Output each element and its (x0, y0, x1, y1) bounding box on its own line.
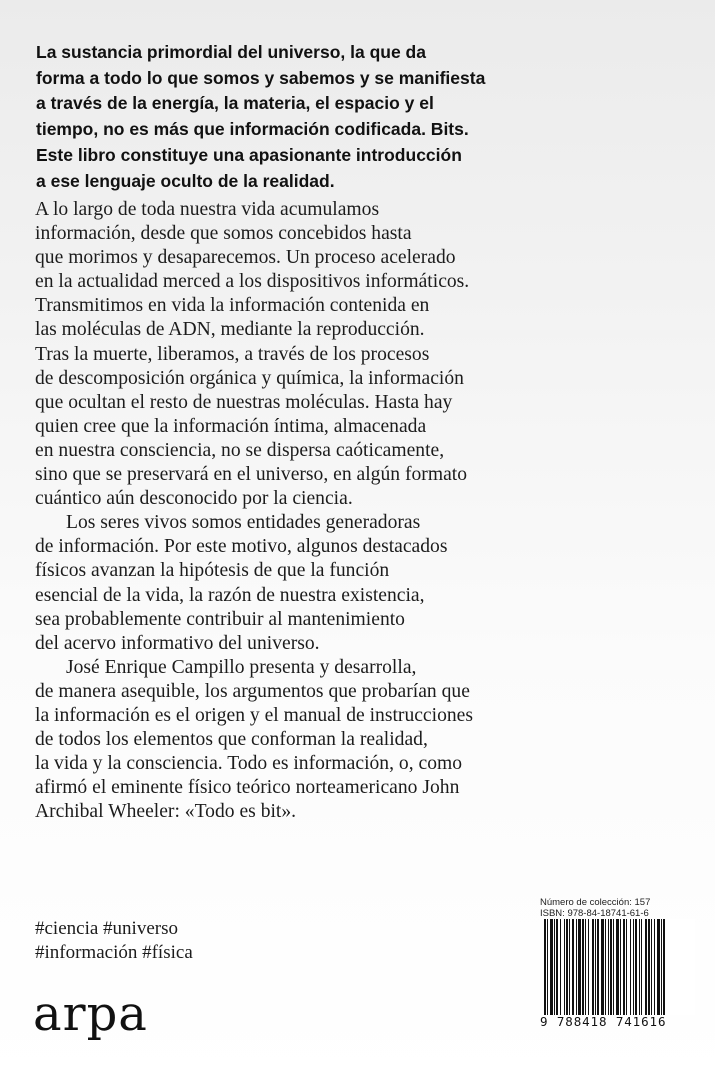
barcode-bar (608, 919, 609, 1015)
body-line: la vida y la consciencia. Todo es información, o, como (35, 753, 463, 775)
body-line: afirmó el eminente físico teórico norteamericano John (35, 777, 460, 799)
barcode-digits: 9 788418 741616 (540, 1014, 667, 1029)
barcode-bar (578, 919, 581, 1015)
body-line: Tras la muerte, liberamos, a través de los procesos (35, 343, 430, 365)
barcode-bar (623, 919, 625, 1015)
body-line: la información es el origen y el manual de instrucciones (35, 704, 473, 726)
hashtag-line: #ciencia #universo (35, 918, 178, 939)
barcode-bar (595, 919, 596, 1015)
barcode-bar (654, 919, 655, 1015)
body-line: Archibal Wheeler: «Todo es bit». (35, 801, 297, 823)
barcode-bar (648, 919, 650, 1015)
barcode-icon (540, 919, 695, 1015)
body-line: físicos avanzan la hipótesis de que la función (35, 560, 390, 582)
barcode-bar (651, 919, 652, 1015)
description-text (35, 198, 515, 824)
body-line: que ocultan el resto de nuestras moléculas. Hasta hay (35, 391, 453, 413)
body-line: de información. Por este motivo, algunos destacados (35, 536, 448, 558)
barcode-bar (616, 919, 619, 1015)
body-line: del acervo informativo del universo. (35, 632, 320, 654)
barcode-bar (564, 919, 565, 1015)
barcode-bar (645, 919, 647, 1015)
body-line: cuántico aún desconocido por la ciencia. (35, 488, 353, 510)
barcode-bar (630, 919, 631, 1015)
barcode-bar (626, 919, 627, 1015)
barcode-bar (576, 919, 577, 1015)
blurb-line: a través de la energía, la materia, el espacio y el (36, 93, 434, 114)
barcode-bar (605, 919, 606, 1015)
barcode-bar (641, 919, 642, 1015)
barcode-bar (661, 919, 662, 1015)
barcode-bar (554, 919, 555, 1015)
barcode-bar (610, 919, 612, 1015)
barcode-bar (633, 919, 634, 1015)
body-line: A lo largo de toda nuestra vida acumulamos (35, 199, 380, 220)
body-line: sea probablemente contribuir al mantenimiento (35, 608, 405, 630)
publisher-logo: arpa (33, 986, 148, 1042)
barcode-bar (601, 919, 604, 1015)
barcode-bar (613, 919, 614, 1015)
blurb-line: tiempo, no es más que información codificada. Bits. (36, 119, 469, 140)
body-line: de manera asequible, los argumentos que probarían que (35, 680, 470, 702)
barcode-bar (544, 919, 546, 1015)
body-line: en nuestra consciencia, no se dispersa caóticamente, (35, 439, 445, 461)
hashtags (35, 917, 193, 965)
blurb-line: forma a todo lo que somos y sabemos y se manifiesta (36, 67, 486, 88)
isbn-label: ISBN: 978-84-18741-61-6 (540, 908, 649, 919)
barcode-bar (639, 919, 640, 1015)
body-line: que morimos y desaparecemos. Un proceso acelerado (35, 247, 456, 269)
body-line: las moléculas de ADN, mediante la reproducción. (35, 319, 425, 341)
hashtag-line: #información #física (35, 942, 193, 963)
blurb-summary (36, 40, 516, 194)
body-line: información, desde que somos concebidos hasta (35, 223, 412, 245)
barcode-bar (663, 919, 665, 1015)
barcode-bar (582, 919, 584, 1015)
barcode-bar (635, 919, 637, 1015)
barcode-bar (592, 919, 594, 1015)
body-line: sino que se preservará en el universo, en algún formato (35, 464, 468, 486)
barcode-bar (569, 919, 570, 1015)
barcode-bar (550, 919, 553, 1015)
body-line: quien cree que la información íntima, almacenada (35, 415, 427, 437)
blurb-line: La sustancia primordial del universo, la que da (36, 42, 426, 62)
body-line: en la actualidad merced a los dispositivos informáticos. (35, 271, 470, 293)
barcode-bar (572, 919, 574, 1015)
body-line: Los seres vivos somos entidades generadoras (66, 512, 421, 534)
barcode-bar (597, 919, 599, 1015)
blurb-line: a ese lenguaje oculto de la realidad. (36, 170, 335, 191)
barcode-bar (585, 919, 586, 1015)
barcode-block (540, 897, 695, 1047)
barcode-bar (556, 919, 558, 1015)
barcode-bar (588, 919, 589, 1015)
barcode-bar (657, 919, 660, 1015)
body-line: de todos los elementos que conforman la realidad, (35, 729, 428, 751)
body-line: José Enrique Campillo presenta y desarrolla, (66, 656, 417, 678)
body-line: esencial de la vida, la razón de nuestra existencia, (35, 584, 425, 606)
body-line: Transmitimos en vida la información contenida en (35, 295, 430, 317)
barcode-bar (560, 919, 561, 1015)
collection-number: Número de colección: 157 (540, 897, 651, 908)
barcode-bar (547, 919, 548, 1015)
blurb-line: Este libro constituye una apasionante introducción (36, 144, 462, 165)
body-line: de descomposición orgánica y química, la información (35, 367, 464, 389)
barcode-bar (620, 919, 621, 1015)
barcode-bar (566, 919, 568, 1015)
